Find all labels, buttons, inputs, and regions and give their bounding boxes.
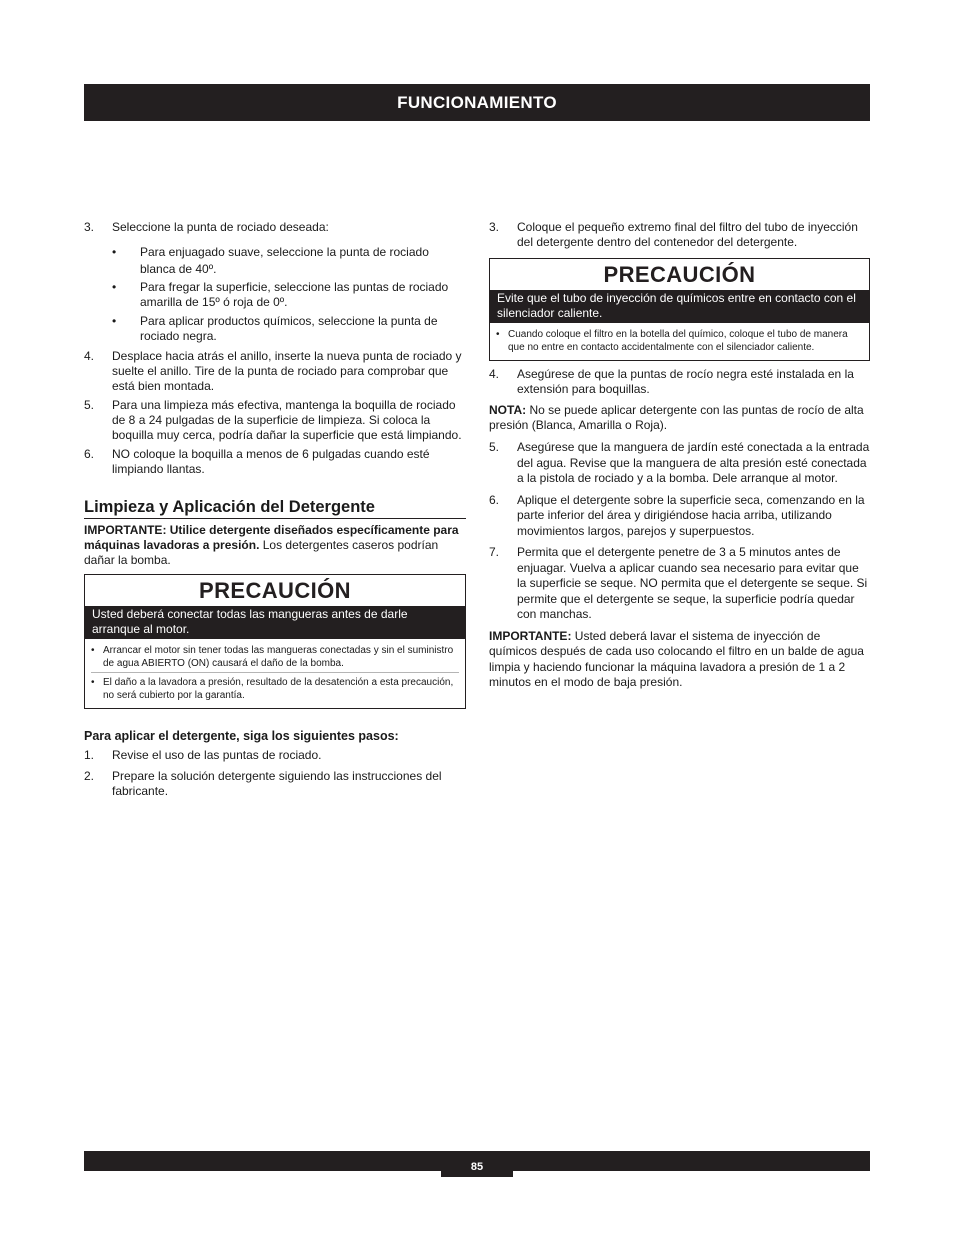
list-text: Para enjuagado suave, seleccione la punta de rociado blanca de 40º. bbox=[140, 245, 429, 276]
caution-warning: Evite que el tubo de inyección de químicos entre en contacto con el silenciador caliente. bbox=[490, 290, 869, 323]
bullet-icon: • bbox=[91, 677, 95, 688]
list-number: 4. bbox=[84, 349, 95, 363]
page-number: 85 bbox=[470, 1161, 484, 1173]
list-text: Permita que el detergente penetre de 3 a 5 minutos antes de enjuagar. Vuelva a aplicar cuando sea necesario para evitar que la superficie se seque. NO permita que el detergente se seque. Si permite que el detergente se seque, la superficie podría quedar con manchas. bbox=[517, 545, 868, 621]
list-number: 2. bbox=[84, 769, 95, 783]
list-text: Coloque el pequeño extremo final del filtro del tubo de inyección del detergente dentro del contenedor del detergente. bbox=[517, 220, 858, 249]
list-item bbox=[112, 280, 466, 310]
bullet-icon: • bbox=[112, 280, 117, 294]
caution-item bbox=[91, 644, 459, 670]
caution-text: Cuando coloque el filtro en la botella del químico, coloque el tubo de manera que no entre en contacto accidentalmente con el silenciador caliente. bbox=[508, 329, 848, 353]
caution-list bbox=[85, 639, 465, 708]
caution-item bbox=[496, 328, 863, 354]
list-item bbox=[84, 349, 466, 394]
list-item bbox=[84, 220, 466, 235]
caution-item bbox=[91, 676, 459, 702]
list-number: 5. bbox=[84, 398, 95, 412]
list-item bbox=[489, 440, 870, 487]
list-text: Aplique el detergente sobre la superficie seca, comenzando en la parte inferior del área y dirigiéndose hacia arriba, utilizando movimientos largos, parejos y superpuestos. bbox=[517, 492, 865, 538]
section-title: FUNCIONAMIENTO bbox=[397, 93, 557, 112]
note-paragraph bbox=[489, 403, 870, 433]
section-heading: Limpieza y Aplicación del Detergente bbox=[84, 497, 466, 519]
list-text: Para una limpieza más efectiva, mantenga la boquilla de rociado de 8 a 24 pulgadas de la superficie de limpieza. Si coloca la boquilla muy cerca, podría dañar la superficie que está limpiando. bbox=[112, 398, 462, 442]
caution-text: El daño a la lavadora a presión, resultado de la desatención a esta precaución, no será cubierto por la garantía. bbox=[103, 677, 454, 701]
list-number: 1. bbox=[84, 748, 95, 762]
list-item bbox=[84, 447, 466, 477]
page-number-tab bbox=[441, 1151, 513, 1177]
list-number: 4. bbox=[489, 367, 500, 381]
caution-title: PRECAUCIÓN bbox=[199, 578, 351, 603]
list-item bbox=[489, 367, 870, 397]
list-number: 3. bbox=[489, 220, 500, 234]
list-item bbox=[84, 748, 466, 763]
list-item bbox=[84, 769, 466, 799]
important-text: Usted deberá lavar el sistema de inyección de químicos después de cada uso colocando el filtro en un balde de agua limpia y haciendo funcionar la máquina lavadora a presión de 1 a 2 minutos en el modo de baja presión. bbox=[489, 628, 864, 689]
important-paragraph bbox=[489, 629, 870, 691]
list-text: NO coloque la boquilla a menos de 6 pulgadas cuando esté limpiando llantas. bbox=[112, 447, 430, 476]
important-paragraph bbox=[84, 523, 466, 568]
list-number: 3. bbox=[84, 220, 95, 234]
bullet-icon: • bbox=[112, 245, 117, 259]
important-rest: Los detergentes caseros podrían dañar la bomba. bbox=[84, 538, 439, 567]
note-text: No se puede aplicar detergente con las puntas de rocío de alta presión (Blanca, Amarilla o Roja). bbox=[489, 403, 864, 432]
list-text: Para fregar la superficie, seleccione las puntas de rociado amarilla de 15º ó roja de 0º. bbox=[140, 280, 449, 309]
list-text: Seleccione la punta de rociado deseada: bbox=[112, 220, 329, 234]
list-text: Asegúrese que la manguera de jardín esté conectada a la entrada del agua. Revise que la manguera de alta presión esté conectada a la pistola de rociado y a la bomba. Dele arranque al motor. bbox=[517, 440, 870, 485]
left-column bbox=[84, 220, 466, 799]
list-text: Desplace hacia atrás el anillo, inserte la nueva punta de rociado y suelte el anillo. Tire de la punta de rociado para comprobar que está bien montada. bbox=[112, 349, 462, 393]
list-item bbox=[112, 314, 466, 344]
bullet-icon: • bbox=[496, 329, 500, 340]
list-number: 6. bbox=[489, 492, 500, 507]
divider bbox=[91, 672, 459, 673]
right-column bbox=[489, 220, 870, 691]
list-text: Prepare la solución detergente siguiendo las instrucciones del fabricante. bbox=[112, 769, 442, 798]
lead-in: Para aplicar el detergente, siga los siguientes pasos: bbox=[84, 729, 399, 743]
caution-warning: Usted deberá conectar todas las mangueras antes de darle arranque al motor. bbox=[85, 606, 465, 639]
caution-text: Arrancar el motor sin tener todas las mangueras conectadas y sin el suministro de agua ABIERTO (ON) causará el daño de la bomba. bbox=[103, 645, 454, 669]
caution-list bbox=[490, 323, 869, 360]
list-number: 5. bbox=[489, 440, 500, 454]
caution-box bbox=[489, 258, 870, 361]
important-bold: IMPORTANTE: Utilice detergente diseñados específicamente para máquinas lavadoras a presión. bbox=[84, 523, 459, 552]
list-text: Asegúrese de que la puntas de rocío negra esté instalada en la extensión para boquillas. bbox=[517, 367, 854, 396]
important-label: IMPORTANTE: bbox=[489, 628, 572, 643]
bullet-list bbox=[112, 244, 466, 344]
list-item bbox=[489, 545, 870, 623]
list-number: 6. bbox=[84, 447, 95, 461]
note-label: NOTA: bbox=[489, 403, 527, 417]
list-number: 7. bbox=[489, 545, 500, 559]
bullet-icon: • bbox=[112, 314, 117, 328]
list-item bbox=[489, 493, 870, 540]
list-item bbox=[489, 220, 870, 250]
caution-box bbox=[84, 574, 466, 709]
list-item bbox=[112, 244, 466, 278]
section-header bbox=[84, 84, 870, 121]
list-text: Revise el uso de las puntas de rociado. bbox=[112, 748, 322, 762]
caution-title: PRECAUCIÓN bbox=[603, 262, 756, 287]
list-text: Para aplicar productos químicos, seleccione la punta de rociado negra. bbox=[140, 314, 438, 343]
bullet-icon: • bbox=[91, 645, 95, 656]
list-item bbox=[84, 398, 466, 443]
